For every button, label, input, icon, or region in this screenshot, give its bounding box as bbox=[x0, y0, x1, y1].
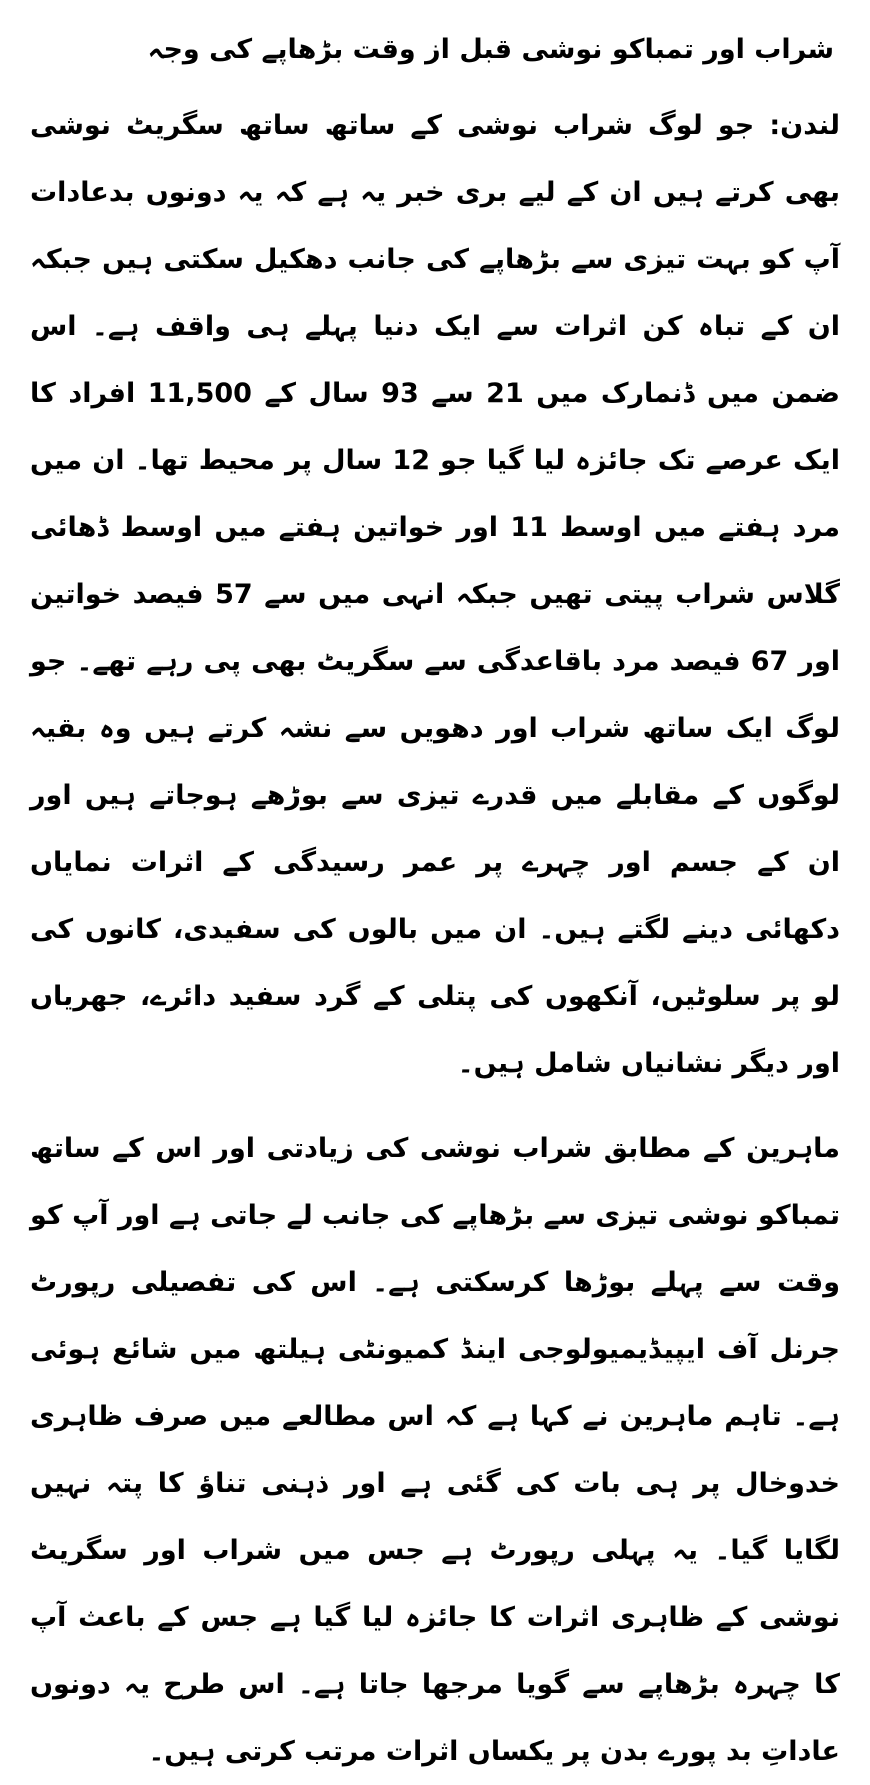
article-title: شراب اور تمباکو نوشی قبل از وقت بڑھاپے کی وجہ bbox=[147, 34, 834, 65]
article-paragraph-2: ماہرین کے مطابق شراب نوشی کی زیادتی اور اس کے ساتھ تمباکو نوشی تیزی سے بڑھاپے کی جانب لے جاتی ہے اور آپ کو وقت سے پہلے بوڑھا کرسکتی ہے۔ اس کی تفصیلی رپورٹ جرنل آف ایپیڈیمیولوجی اینڈ کمیونٹی ہیلتھ میں شائع ہوئی ہے۔ تاہم ماہرین نے کہا ہے کہ اس مطالعے میں صرف ظاہری خدوخال پر ہی بات کی گئی ہے اور ذہنی تناؤ کا پتہ نہیں لگایا گیا۔ یہ پہلی رپورٹ ہے جس میں شراب اور سگریٹ نوشی کے ظاہری اثرات کا جائزہ لیا گیا ہے جس کے باعث آپ کا چہرہ بڑھاپے سے گویا مرجھا جاتا ہے۔ اس طرح یہ دونوں عاداتِ بد پورے بدن پر یکساں اثرات مرتب کرتی ہیں۔ bbox=[30, 1133, 840, 1767]
article-paragraph-1: لندن: جو لوگ شراب نوشی کے ساتھ ساتھ سگریٹ نوشی بھی کرتے ہیں ان کے لیے بری خبر یہ ہے کہ یہ دونوں بدعادات آپ کو بہت تیزی سے بڑھاپے کی جانب دھکیل سکتی ہیں جبکہ ان کے تباہ کن اثرات سے ایک دنیا پہلے ہی واقف ہے۔ اس ضمن میں ڈنمارک میں 21 سے 93 سال کے 11,500 افراد کا ایک عرصے تک جائزہ لیا گیا جو 12 سال پر محیط تھا۔ ان میں مرد ہفتے میں اوسط 11 اور خواتین ہفتے میں اوسط ڈھائی گلاس شراب پیتی تھیں جبکہ انہی میں سے 57 فیصد خواتین اور 67 فیصد مرد باقاعدگی سے سگریٹ بھی پی رہے تھے۔ جو لوگ ایک ساتھ شراب اور دھویں سے نشہ کرتے ہیں وہ بقیہ لوگوں کے مقابلے میں قدرے تیزی سے بوڑھے ہوجاتے ہیں اور ان کے جسم اور چہرے پر عمر رسیدگی کے اثرات نمایاں دکھائی دینے لگتے ہیں۔ ان میں بالوں کی سفیدی، کانوں کی لو پر سلوٹیں، آنکھوں کی پتلی کے گرد سفید دائرے، جھریاں اور دیگر نشانیاں شامل ہیں۔ bbox=[30, 110, 841, 1079]
